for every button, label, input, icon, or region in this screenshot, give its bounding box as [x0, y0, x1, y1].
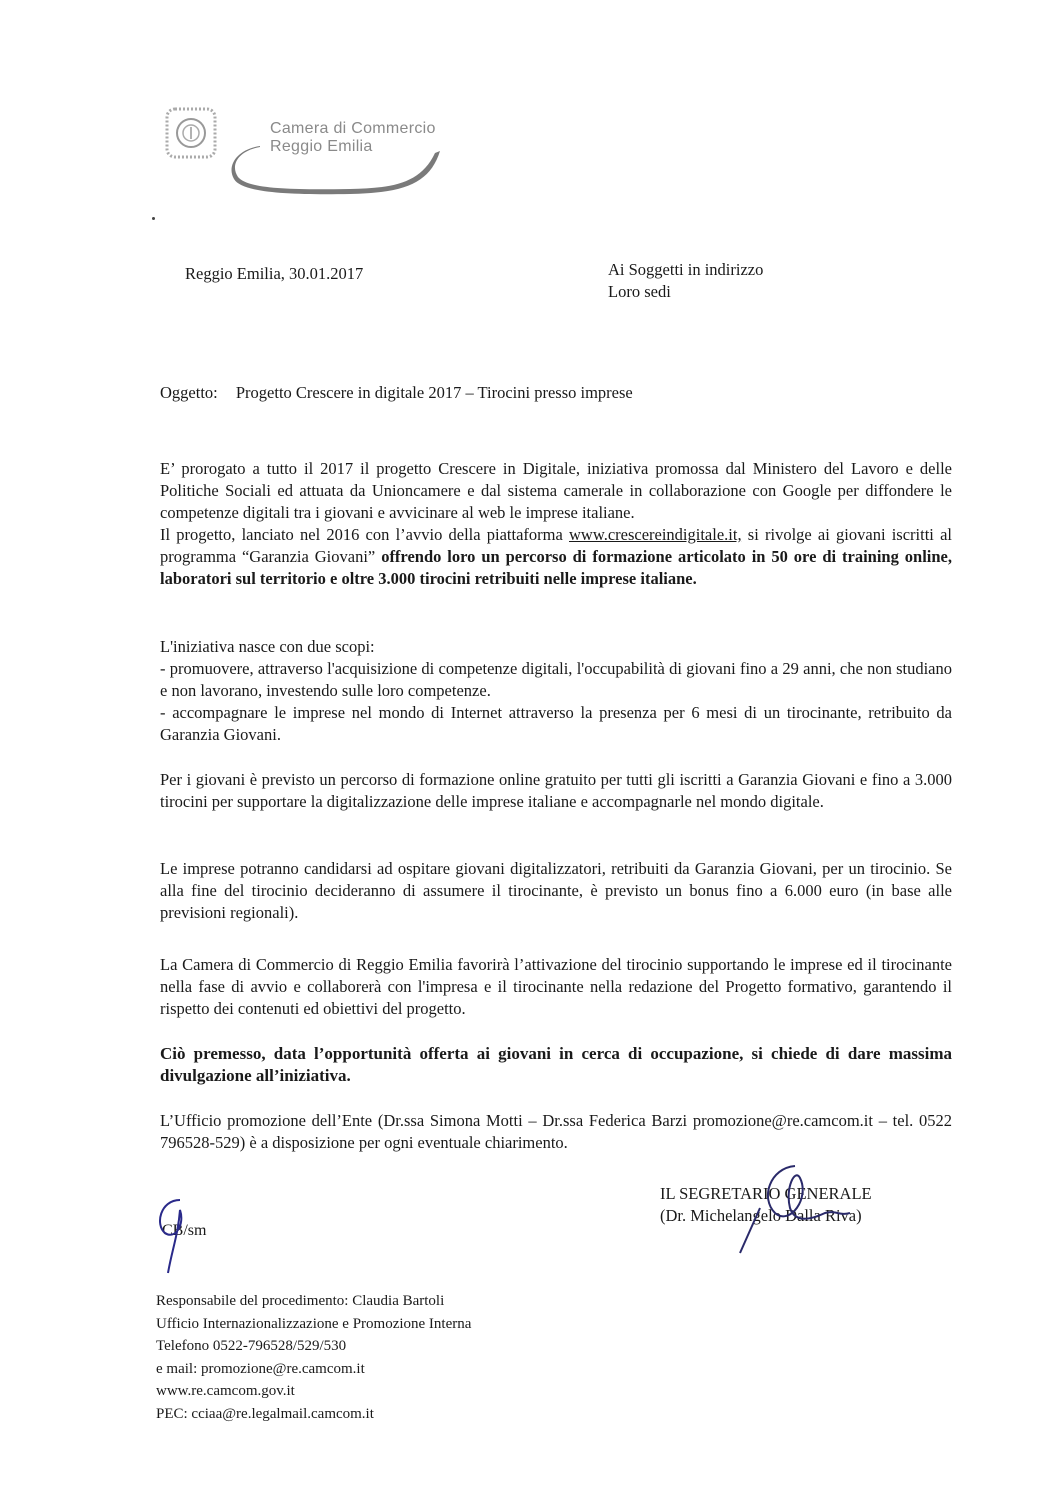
paragraph-bold-text: offrendo loro un percorso di formazione articolato in 50 ore di training online, laboratori sul territorio e oltre 3.000 tirocini retribuiti nelle imprese italiane.: [160, 547, 953, 588]
aim-item: - promuovere, attraverso l'acquisizione di competenze digitali, l'occupabilità di giovani fino a 29 anni, che non studiano e non lavorano, investendo sulle loro competenze.: [160, 659, 952, 700]
aims-intro: L'iniziativa nasce con due scopi:: [160, 637, 375, 656]
place-date: Reggio Emilia, 30.01.2017: [185, 264, 364, 283]
chamber-seal-logo: [165, 107, 217, 159]
paragraph-project: [160, 524, 952, 590]
subject-text: Progetto Crescere in digitale 2017 – Tirocini presso imprese: [235, 383, 633, 402]
signatory-name: (Dr. Michelangelo Dalla Riva): [660, 1206, 862, 1225]
paragraph-text: si rivolge ai giovani iscritti al programma “Garanzia Giovani”: [160, 525, 952, 566]
aim-item: - accompagnare le imprese nel mondo di Internet attraverso la presenza per 6 mesi di un tirocinante, retribuito da Garanzia Giovani.: [160, 703, 952, 744]
initials-scribble: [150, 1195, 200, 1275]
subject-line: [160, 382, 633, 404]
handwritten-signature: [700, 1158, 900, 1258]
paragraph-request: Ciò premesso, data l’opportunità offerta ai giovani in cerca di occupazione, si chiede di dare massima divulgazione all’iniziativa.: [160, 1044, 952, 1085]
crescereindigitale-link[interactable]: www.crescereindigitale.it,: [569, 525, 742, 544]
org-line-1: Camera di Commercio: [270, 120, 436, 137]
footer-responsible: Responsabile del procedimento: Claudia Bartoli: [156, 1293, 445, 1309]
footer-office: Ufficio Internazionalizzazione e Promozione Interna: [156, 1315, 472, 1332]
subject-label: Oggetto:: [160, 383, 218, 402]
paragraph-contact: L’Ufficio promozione dell’Ente (Dr.ssa Simona Motti – Dr.ssa Federica Barzi promozione@re.camcom.it – tel. 0522 796528-529) è a disposizione per ogni eventuale chiarimento.: [160, 1111, 952, 1152]
letterhead-swoosh-logo: [230, 145, 445, 195]
footer-website: www.re.camcom.gov.it: [156, 1383, 295, 1399]
paragraph-youth: Per i giovani è previsto un percorso di formazione online gratuito per tutti gli iscritti a Garanzia Giovani e fino a 3.000 tirocini per supportare la digitalizzazione delle imprese italiane e accompagnarle nel mondo digitale.: [160, 770, 952, 811]
footer-phone: Telefono 0522-796528/529/530: [156, 1338, 347, 1354]
paragraph-intro: [160, 458, 952, 590]
paragraph-text: Il progetto, lanciato nel 2016 con l’avvio della piattaforma: [160, 525, 570, 544]
scan-speck: [152, 217, 155, 220]
recipient-line: Ai Soggetti in indirizzo: [608, 260, 764, 279]
recipient-line: Loro sedi: [608, 282, 671, 301]
footer-pec: PEC: cciaa@re.legalmail.camcom.it: [156, 1405, 374, 1422]
recipients-block: [608, 259, 763, 303]
paragraph-extension: E’ prorogato a tutto il 2017 il progetto Crescere in Digitale, iniziativa promossa dal Ministero del Lavoro e delle Politiche Sociali ed attuata da Unioncamere e dal sistema camerale in collaborazione con Google per diffondere le competenze digitali tra i giovani e avvicinare al web le imprese italiane.: [160, 459, 952, 522]
paragraph-companies: Le imprese potranno candidarsi ad ospitare giovani digitalizzatori, retribuiti da Garanzia Giovani, per un tirocinio. Se alla fine del tirocinio decideranno di assumere il tirocinante, è previsto un bonus fino a 6.000 euro (in base alle previsioni regionali).: [160, 859, 952, 922]
paragraph-aims: [160, 636, 952, 746]
footer-contact-block: [156, 1290, 471, 1425]
signatory-title: IL SEGRETARIO GENERALE: [660, 1184, 872, 1203]
footer-email: e mail: promozione@re.camcom.it: [156, 1360, 365, 1377]
reference-initials: CB/sm: [162, 1222, 207, 1239]
org-line-2: Reggio Emilia: [270, 138, 373, 155]
paragraph-chamber: La Camera di Commercio di Reggio Emilia favorirà l’attivazione del tirocinio supportando le imprese ed il tirocinante nella fase di avvio e collaborerà con l'impresa e il tirocinante nella redazione del Progetto formativo, garantendo il rispetto dei contenuti ed obiettivi del progetto.: [160, 955, 952, 1018]
